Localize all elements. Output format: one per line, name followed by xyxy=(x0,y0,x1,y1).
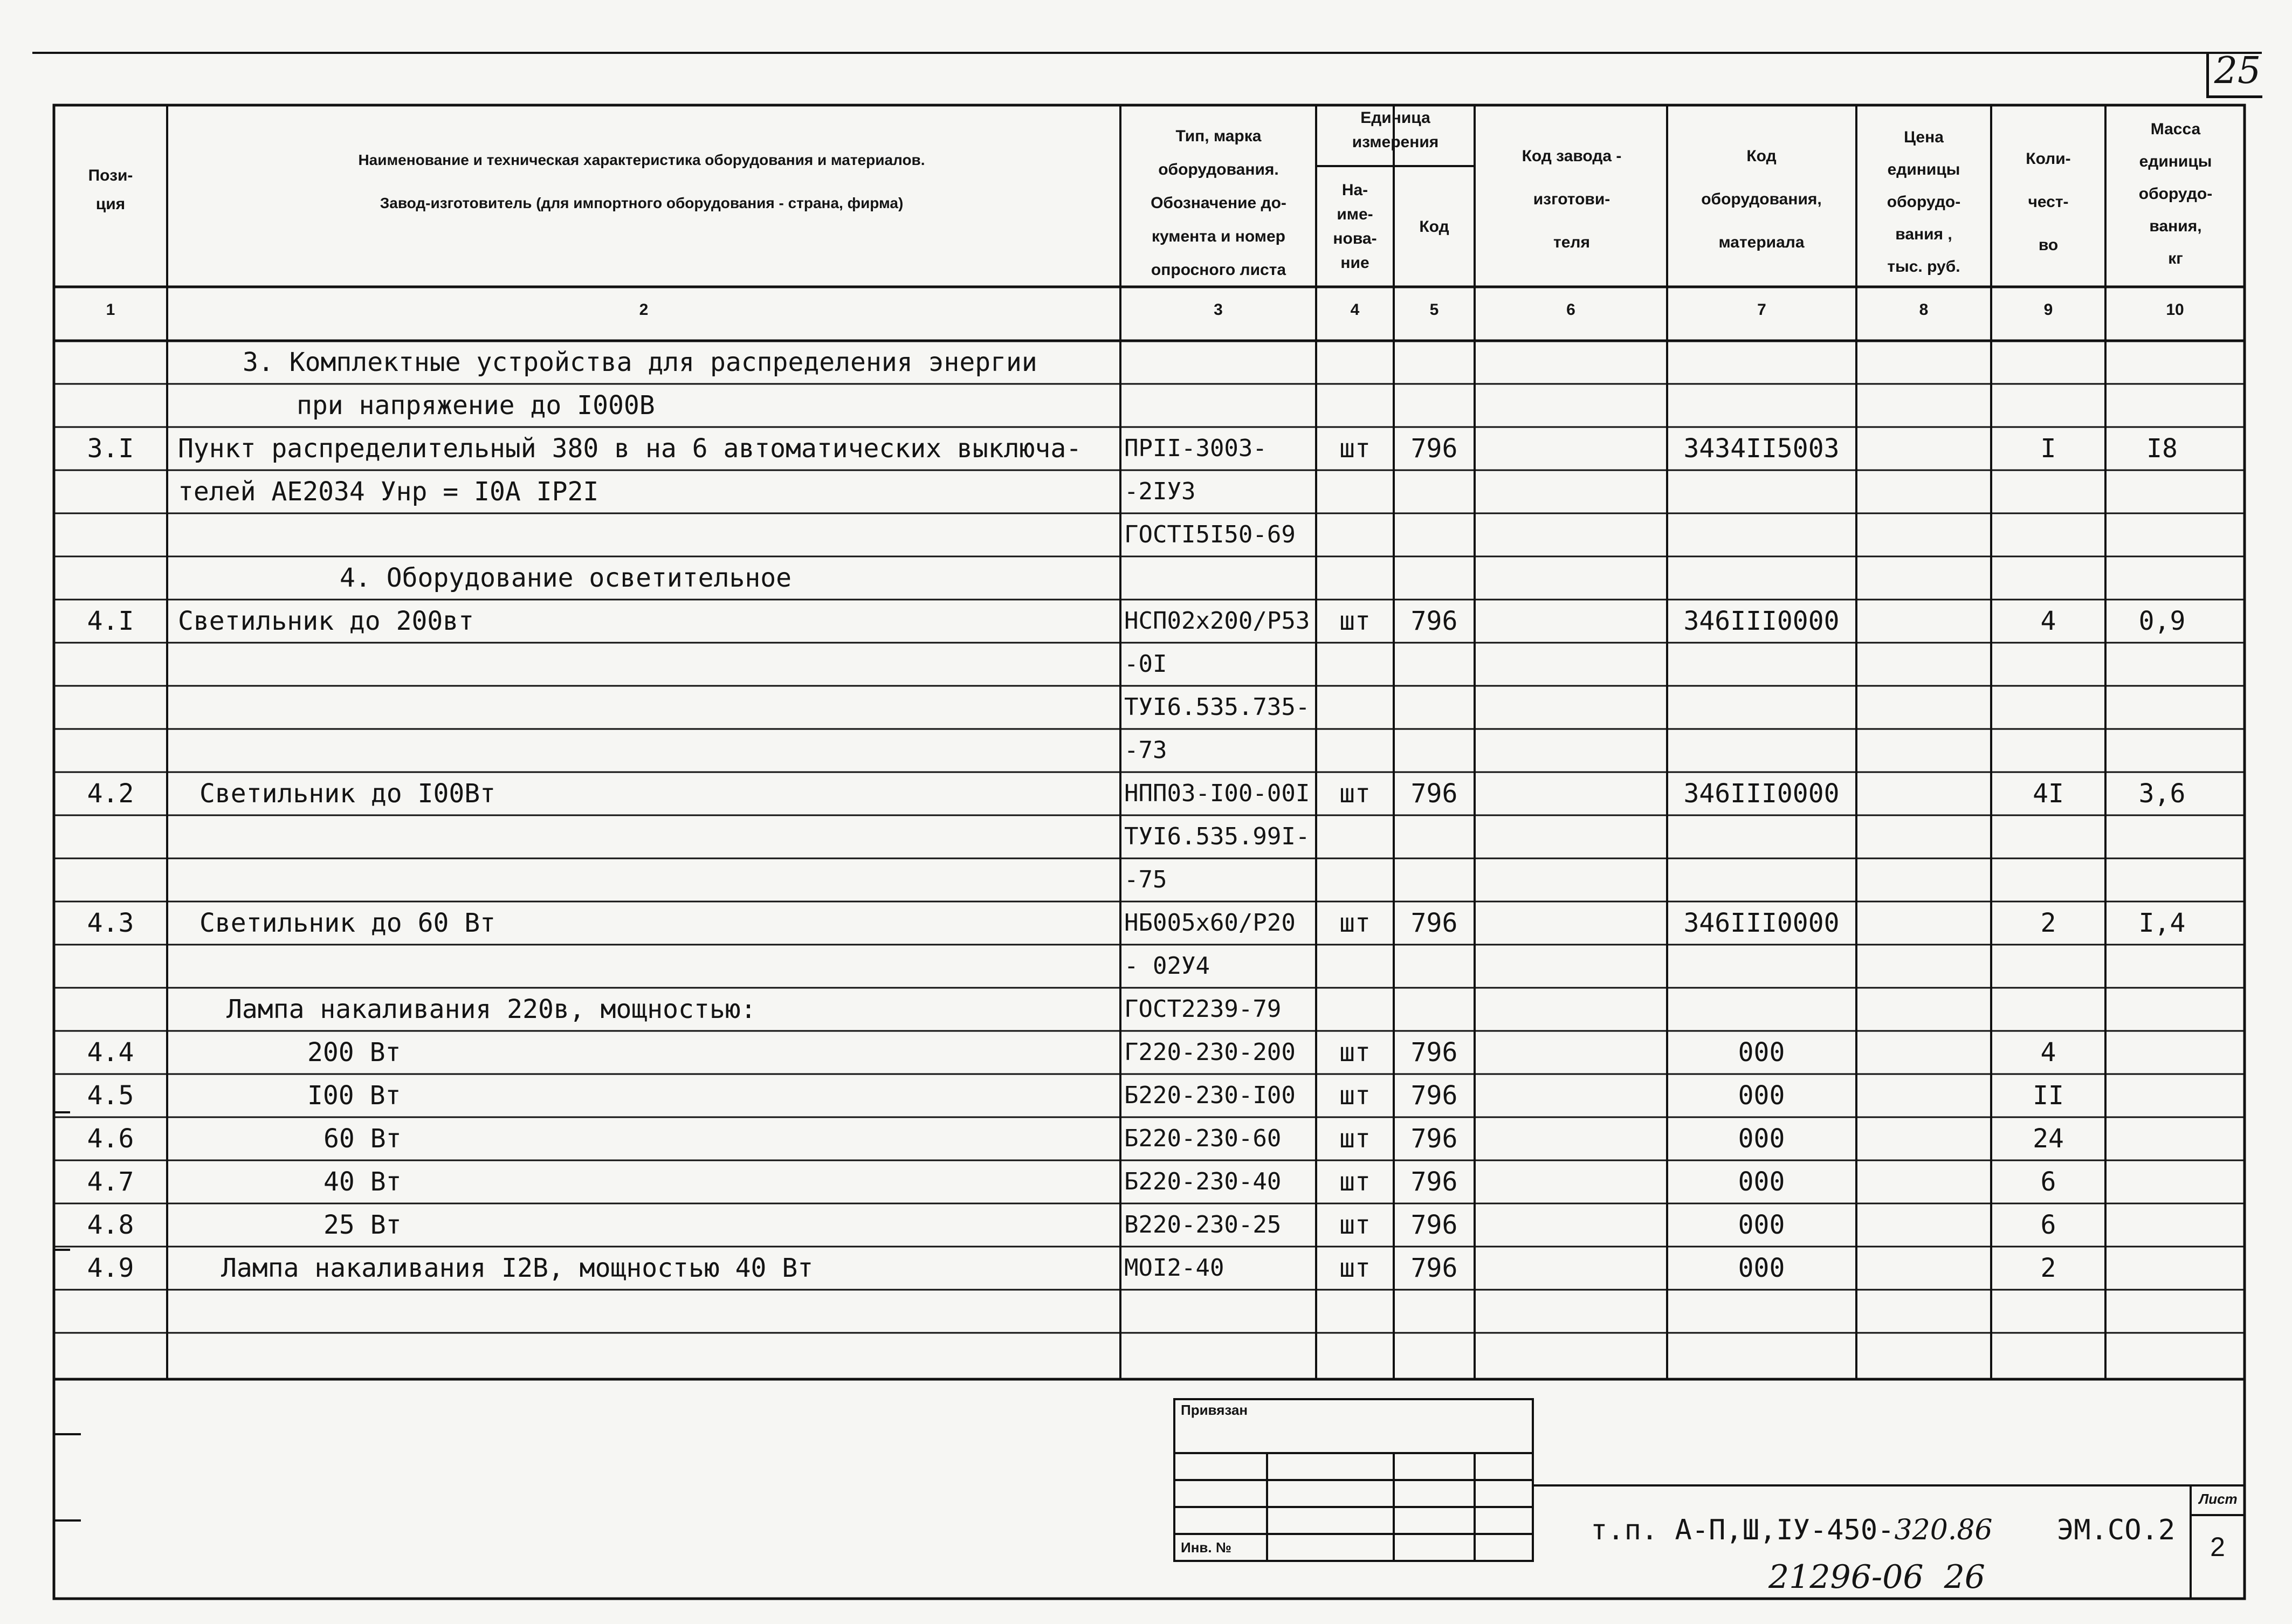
cell-type: ГОСТ2239-79 xyxy=(1124,995,1282,1023)
cell-position: 4.8 xyxy=(87,1210,134,1240)
cell-position: 4.6 xyxy=(87,1124,134,1154)
cell-equipment-code: 346III0000 xyxy=(1683,908,1840,938)
cell-name: 3. Комплектные устройства для распределения энергии xyxy=(243,347,1037,377)
cell-equipment-code: 000 xyxy=(1738,1081,1785,1111)
cell-position: 4.9 xyxy=(87,1253,134,1283)
cell-name: 200 Вт xyxy=(307,1037,401,1068)
cell-unit-code: 796 xyxy=(1410,1037,1458,1068)
cell-equipment-code: 346III0000 xyxy=(1683,779,1840,809)
cell-type: - 02У4 xyxy=(1124,952,1210,980)
header-manufacturer-code: Код завода - изготови- теля xyxy=(1522,147,1622,251)
cell-unit-code: 796 xyxy=(1410,606,1458,636)
document-code-suffix: 320.86 xyxy=(1894,1514,1993,1546)
cell-quantity: I xyxy=(2040,433,2056,464)
cell-unit: шт xyxy=(1339,1037,1371,1068)
cell-name: Светильник до I00Вт xyxy=(199,779,496,809)
cell-equipment-code: 000 xyxy=(1738,1167,1785,1197)
cell-equipment-code: 000 xyxy=(1738,1210,1785,1240)
cell-type: -75 xyxy=(1124,866,1167,893)
colnum-3: 3 xyxy=(1214,301,1223,319)
cell-unit: шт xyxy=(1339,779,1371,809)
cell-mass: 3,6 xyxy=(2138,779,2186,809)
cell-type: -2IУ3 xyxy=(1124,478,1196,505)
colnum-1: 1 xyxy=(106,301,115,319)
cell-type: МОI2-40 xyxy=(1124,1254,1224,1282)
cell-quantity: 4I xyxy=(2033,779,2064,809)
cell-type: -0I xyxy=(1124,650,1167,678)
cell-type: НПП03-I00-00I xyxy=(1124,780,1310,807)
colnum-2: 2 xyxy=(639,301,649,319)
cell-unit: шт xyxy=(1339,1210,1371,1240)
header-price: Цена единицы оборудо- вания , тыс. руб. xyxy=(1887,128,1961,276)
page-number: 25 xyxy=(2214,50,2261,92)
cell-unit-code: 796 xyxy=(1410,908,1458,938)
cell-position: 4.2 xyxy=(87,779,134,809)
cell-equipment-code: 000 xyxy=(1738,1253,1785,1283)
cell-equipment-code: 000 xyxy=(1738,1037,1785,1068)
colnum-7: 7 xyxy=(1757,301,1766,319)
cell-position: 4.3 xyxy=(87,908,134,938)
cell-unit: шт xyxy=(1339,1253,1371,1283)
header-equipment-code: Код оборудования, материала xyxy=(1701,147,1822,251)
sheet-code: ЭМ.СО.2 xyxy=(2057,1514,2176,1546)
colnum-10: 10 xyxy=(2166,301,2184,319)
colnum-6: 6 xyxy=(1566,301,1575,319)
header-name: Наименование и техническая характеристика оборудования и материалов. xyxy=(358,152,925,168)
cell-equipment-code: 346III0000 xyxy=(1683,606,1840,636)
cell-type: В220-230-25 xyxy=(1124,1211,1282,1238)
header-type: Тип, марка оборудования. Обозначение до- кумента и номер опросного листа xyxy=(1151,127,1286,279)
cell-quantity: 4 xyxy=(2040,1037,2056,1068)
cell-quantity: 6 xyxy=(2040,1167,2056,1197)
cell-type: Б220-230-60 xyxy=(1124,1125,1282,1152)
cell-type: -73 xyxy=(1124,737,1167,764)
cell-position: 3.I xyxy=(87,433,134,464)
document-code-prefix: т.п. А-П,Ш,IУ-450- xyxy=(1591,1514,1895,1546)
cell-unit: шт xyxy=(1339,1167,1371,1197)
stamp-privyazan: Привязан xyxy=(1181,1402,1248,1418)
cell-mass: 0,9 xyxy=(2138,606,2186,636)
sheet-label: Лист xyxy=(2199,1491,2238,1507)
stamp-inventory-number: Инв. № xyxy=(1181,1539,1231,1556)
cell-name: Пункт распределительный 380 в на 6 автоматических выключа- xyxy=(178,433,1082,464)
header-manufacturer: Завод-изготовитель (для импортного оборудования - страна, фирма) xyxy=(380,195,904,211)
header-quantity: Коли- чест- во xyxy=(2026,150,2071,254)
cell-mass: I8 xyxy=(2146,433,2178,464)
cell-name: Лампа накаливания I2В, мощностью 40 Вт xyxy=(221,1253,814,1283)
cell-name: Светильник до 60 Вт xyxy=(199,908,496,938)
cell-mass: I,4 xyxy=(2138,908,2186,938)
cell-type: ТУI6.535.735- xyxy=(1124,693,1310,721)
cell-name: I00 Вт xyxy=(307,1081,401,1111)
cell-unit-code: 796 xyxy=(1410,1210,1458,1240)
cell-name: Лампа накаливания 220в, мощностью: xyxy=(226,994,756,1024)
cell-type: ГОСТI5I50-69 xyxy=(1124,521,1296,548)
cell-unit-code: 796 xyxy=(1410,1124,1458,1154)
cell-unit-code: 796 xyxy=(1410,1253,1458,1283)
header-unit-code: Код xyxy=(1419,218,1449,236)
header-position: Пози- ция xyxy=(88,167,133,213)
bottom-note: 21296-06 26 xyxy=(1768,1558,1985,1596)
cell-name: 60 Вт xyxy=(324,1124,402,1154)
cell-type: Б220-230-40 xyxy=(1124,1168,1282,1195)
cell-equipment-code: 3434II5003 xyxy=(1683,433,1840,464)
cell-type: ПРII-3003- xyxy=(1124,435,1267,462)
colnum-8: 8 xyxy=(1919,301,1929,319)
cell-unit-code: 796 xyxy=(1410,433,1458,464)
cell-type: Б220-230-I00 xyxy=(1124,1082,1296,1109)
cell-position: 4.5 xyxy=(87,1081,134,1111)
cell-position: 4.7 xyxy=(87,1167,134,1197)
colnum-9: 9 xyxy=(2043,301,2053,319)
cell-quantity: 24 xyxy=(2033,1124,2064,1154)
colnum-4: 4 xyxy=(1350,301,1360,319)
header-mass: Масса единицы оборудо- вания, кг xyxy=(2138,120,2213,267)
cell-unit-code: 796 xyxy=(1410,1167,1458,1197)
header-unit-group: Единица измерения xyxy=(1352,109,1439,151)
cell-type: Г220-230-200 xyxy=(1124,1038,1296,1066)
colnum-5: 5 xyxy=(1429,301,1439,319)
cell-name: 25 Вт xyxy=(324,1210,402,1240)
cell-quantity: 6 xyxy=(2040,1210,2056,1240)
cell-equipment-code: 000 xyxy=(1738,1124,1785,1154)
cell-name: Светильник до 200вт xyxy=(178,606,474,636)
cell-unit-code: 796 xyxy=(1410,779,1458,809)
cell-unit: шт xyxy=(1339,606,1371,636)
header-unit-name: На- име- нова- ние xyxy=(1333,181,1377,272)
cell-quantity: 2 xyxy=(2040,1253,2056,1283)
cell-position: 4.I xyxy=(87,606,134,636)
cell-unit: шт xyxy=(1339,433,1371,464)
cell-unit: шт xyxy=(1339,1081,1371,1111)
cell-unit: шт xyxy=(1339,1124,1371,1154)
cell-unit-code: 796 xyxy=(1410,1081,1458,1111)
cell-unit: шт xyxy=(1339,908,1371,938)
cell-type: ТУI6.535.99I- xyxy=(1124,823,1310,850)
cell-type: НБ005х60/Р20 xyxy=(1124,909,1296,937)
cell-name: 4. Оборудование осветительное xyxy=(340,563,792,593)
cell-name: 40 Вт xyxy=(324,1167,402,1197)
cell-name: при напряжение до I000В xyxy=(297,390,655,421)
cell-position: 4.4 xyxy=(87,1037,134,1068)
cell-name: телей АЕ2034 Унр = I0А IP2I xyxy=(178,477,599,507)
cell-quantity: 2 xyxy=(2040,908,2056,938)
sheet-number: 2 xyxy=(2210,1532,2225,1562)
cell-quantity: 4 xyxy=(2040,606,2056,636)
document-code xyxy=(1591,1514,1992,1546)
cell-quantity: II xyxy=(2033,1081,2064,1111)
cell-type: НСП02х200/Р53 xyxy=(1124,607,1310,635)
